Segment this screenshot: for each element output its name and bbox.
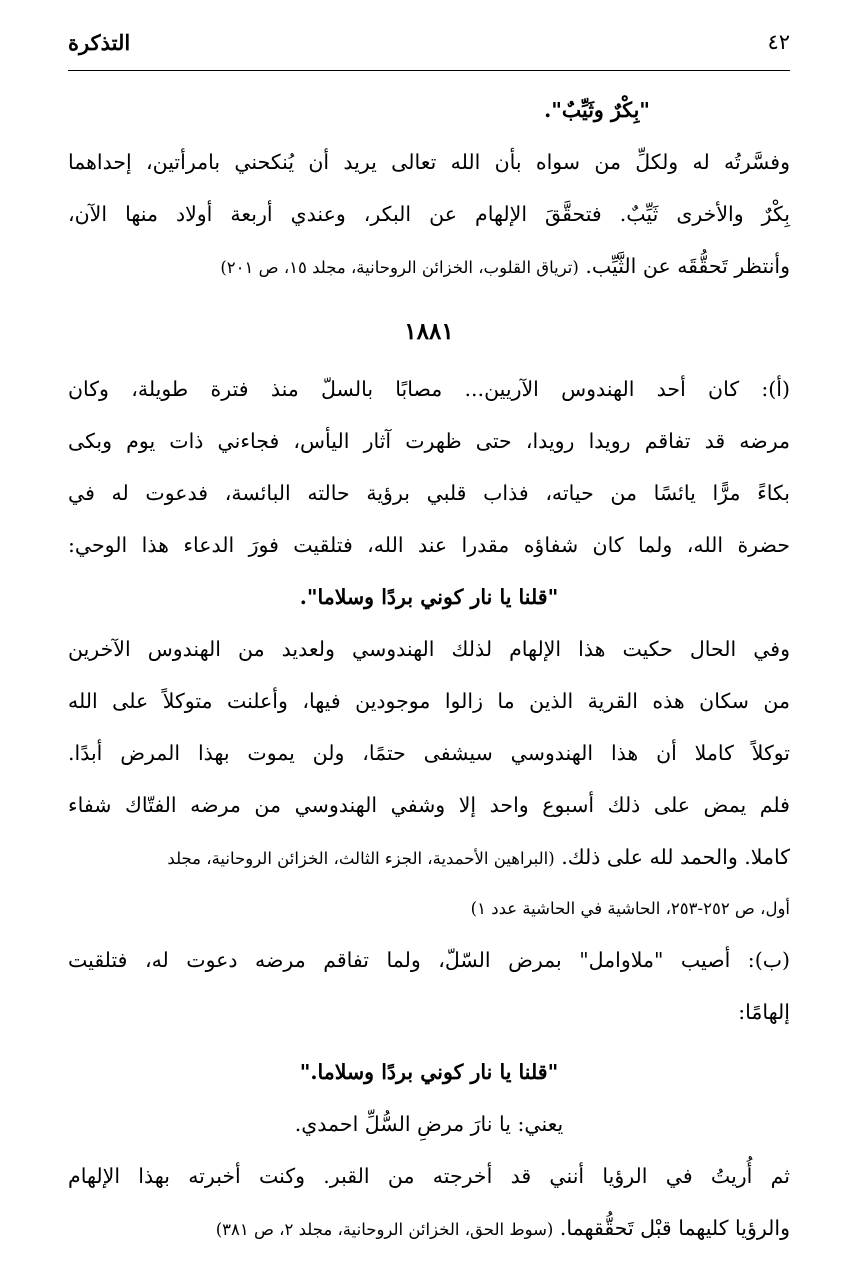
paragraph-last-line-with-reference bbox=[68, 240, 790, 293]
paragraph-last-line-with-reference bbox=[68, 831, 790, 884]
paragraph-line: والرؤيا كليهما قبْل تَحقُّقهما. bbox=[559, 1216, 790, 1240]
paragraph-line: ثم أُريتُ في الرؤيا أنني قد أخرجته من القبر. وكنت أخبرته بهذا الإلهام bbox=[68, 1164, 790, 1188]
paragraph-line: توكلاً كاملا أن هذا الهندوسي سيشفى حتمًا، ولن يموت بهذا المرض أبدًا. bbox=[68, 741, 790, 765]
paragraph-2 bbox=[68, 363, 790, 571]
revelation-quote-1: "قلنا يا نار كوني بردًا وسلاما". bbox=[299, 585, 559, 609]
citation-reference: (سوط الحق، الخزائن الروحانية، مجلد ٢، ص ٣٨١) bbox=[215, 1220, 554, 1239]
paragraph-1 bbox=[68, 136, 790, 293]
meaning-line: يعني: يا نارَ مرضِ السُّلِّ احمدي. bbox=[294, 1112, 564, 1136]
page-number: ٤٢ bbox=[767, 30, 790, 54]
page-content bbox=[68, 84, 790, 1255]
paragraph-line: فلم يمض على ذلك أسبوع واحد إلا وشفي الهندوسي من مرضه الفتّاك شفاء bbox=[68, 793, 790, 817]
paragraph-line: وفسَّرتُه له ولكلِّ من سواه بأن الله تعالى يريد أن يُنكحني بامرأتين، إحداهما bbox=[68, 150, 790, 174]
paragraph-line: (ب): أصيب "ملاوامل" بمرض السّلّ، ولما تفاقم مرضه دعوت له، فتلقيت bbox=[68, 948, 790, 972]
book-title: التذكرة bbox=[68, 30, 131, 55]
paragraph-3 bbox=[68, 623, 790, 934]
incident-number: ١٨٨١ bbox=[404, 318, 454, 345]
paragraph-4 bbox=[68, 934, 790, 1038]
paragraph-line: إلهامًا: bbox=[738, 1000, 790, 1024]
paragraph-line: وفي الحال حكيت هذا الإلهام لذلك الهندوسي ولعديد من الهندوس الآخرين bbox=[68, 637, 790, 661]
paragraph-line: وأنتظر تَحقُّقَه عن الثَّيِّب. bbox=[585, 254, 790, 278]
citation-reference: (البراهين الأحمدية، الجزء الثالث، الخزائن الروحانية، مجلد bbox=[167, 849, 555, 868]
paragraph-line: بكاءً مرًّا يائسًا من حياته، فذاب قلبي برؤية حالته البائسة، فدعوت له في bbox=[68, 481, 790, 505]
paragraph-line: مرضه قد تفاقم رويدا رويدا، حتى ظهرت آثار اليأس، فجاءني ذات يوم وبكى bbox=[68, 429, 790, 453]
paragraph-last-line-with-reference bbox=[68, 1202, 790, 1255]
page-header bbox=[68, 30, 790, 71]
paragraph-line: كاملا. والحمد لله على ذلك. bbox=[561, 845, 790, 869]
citation-reference-continued: أول، ص ٢٥٢-٢٥٣، الحاشية في الحاشية عدد ١) bbox=[470, 899, 790, 918]
opening-quote: "بِكْرٌ وثَيِّبٌ". bbox=[544, 98, 650, 122]
paragraph-line: بِكْرٌ والأخرى ثَيِّبٌ. فتحقَّقَ الإلهام عن البكر، وعندي أربعة أولاد منها الآن، bbox=[68, 202, 790, 226]
paragraph-5 bbox=[68, 1150, 790, 1255]
paragraph-line: حضرة الله، ولما كان شفاؤه مقدرا عند الله، فتلقيت فورَ الدعاء هذا الوحي: bbox=[68, 533, 790, 557]
paragraph-line: من سكان هذه القرية الذين ما زالوا موجودين فيها، وأعلنت متوكلاً على الله bbox=[68, 689, 790, 713]
citation-reference: (ترياق القلوب، الخزائن الروحانية، مجلد ١٥، ص ٢٠١) bbox=[220, 258, 579, 277]
revelation-quote-2: "قلنا يا نار كوني بردًا وسلاما." bbox=[299, 1060, 559, 1084]
paragraph-line: (أ): كان أحد الهندوس الآريين... مصابًا بالسلّ منذ فترة طويلة، وكان bbox=[68, 377, 790, 401]
